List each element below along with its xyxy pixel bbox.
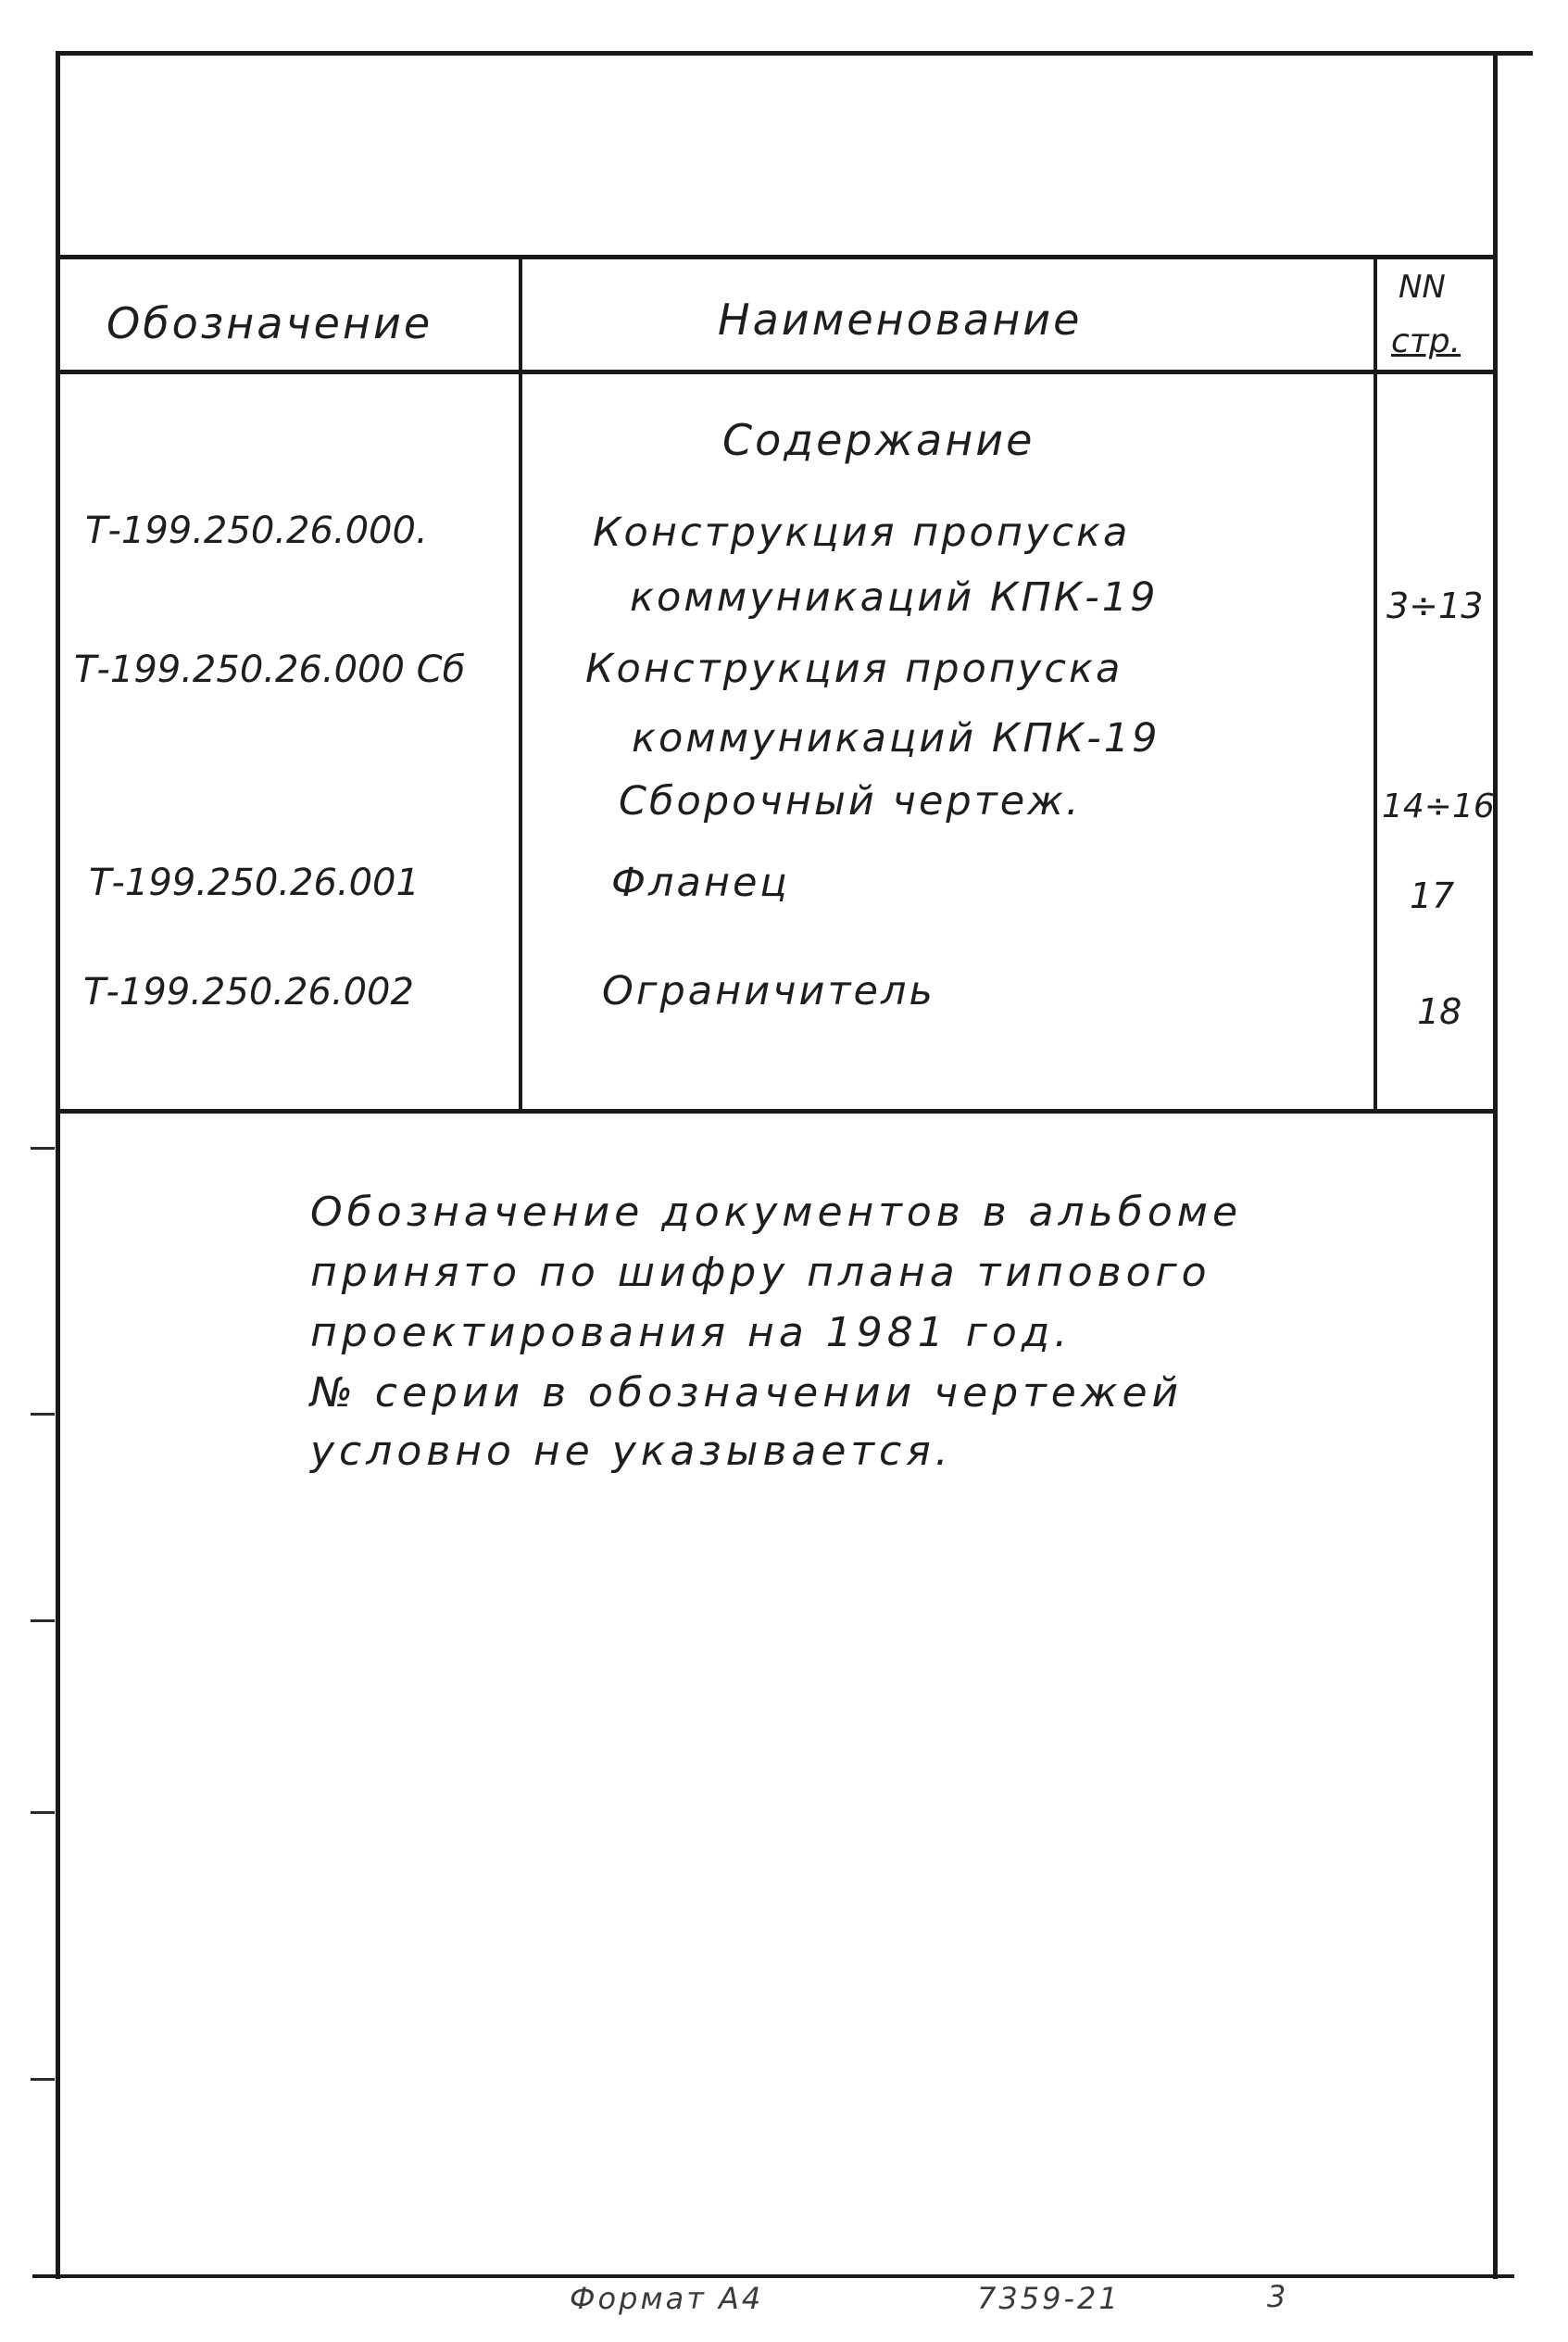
margin-tick-mark — [31, 2078, 55, 2081]
frame-top-border — [56, 51, 1533, 56]
row-name-line: Сборочный чертеж. — [619, 778, 1082, 825]
table-bottom-line — [56, 1109, 1498, 1114]
note-line: принято по шифру плана типового — [310, 1249, 1211, 1296]
footer-page-number: 3 — [1267, 2279, 1289, 2314]
section-title: Содержание — [722, 415, 1035, 465]
frame-left-border — [56, 51, 60, 2279]
column-divider-1 — [519, 258, 522, 1112]
row-code: Т-199.250.26.001 — [89, 862, 420, 904]
header-bottom-line — [56, 370, 1498, 374]
row-name-line: Конструкция пропуска — [593, 510, 1131, 556]
row-name-line: коммуникаций КПК-19 — [632, 715, 1160, 762]
header-designation: Обозначение — [107, 298, 433, 348]
note-line: № серии в обозначении чертежей — [310, 1369, 1184, 1417]
row-pages: 17 — [1410, 875, 1455, 916]
row-code: Т-199.250.26.000 Сб — [74, 648, 466, 691]
row-name-line: коммуникаций КПК-19 — [630, 574, 1159, 621]
header-pages-nn: NN — [1399, 269, 1446, 306]
row-pages: 14÷16 — [1382, 787, 1495, 825]
row-pages: 3÷13 — [1386, 586, 1484, 626]
margin-tick-mark — [31, 1811, 55, 1814]
frame-right-border — [1493, 54, 1498, 2279]
column-divider-2 — [1374, 258, 1377, 1112]
note-line: Обозначение документов в альбоме — [310, 1189, 1243, 1236]
footer-sheet-code: 7359-21 — [977, 2281, 1121, 2316]
row-name-line: Конструкция пропуска — [585, 646, 1123, 692]
margin-tick-mark — [31, 1413, 55, 1416]
margin-tick-mark — [31, 1147, 55, 1150]
note-line: условно не указывается. — [310, 1428, 953, 1475]
row-code: Т-199.250.26.000. — [85, 510, 428, 552]
header-pages-str: стр. — [1391, 322, 1461, 360]
row-name-line: Ограничитель — [602, 968, 935, 1014]
table-top-line — [56, 255, 1498, 259]
row-pages: 18 — [1417, 991, 1462, 1032]
row-code: Т-199.250.26.002 — [83, 971, 414, 1014]
footer-format: Формат А4 — [570, 2281, 764, 2316]
margin-tick-mark — [31, 1619, 55, 1622]
row-name-line: Фланец — [611, 860, 790, 906]
note-line: проектирования на 1981 год. — [310, 1309, 1073, 1356]
frame-bottom-border — [32, 2274, 1514, 2278]
header-name: Наименование — [718, 295, 1083, 345]
